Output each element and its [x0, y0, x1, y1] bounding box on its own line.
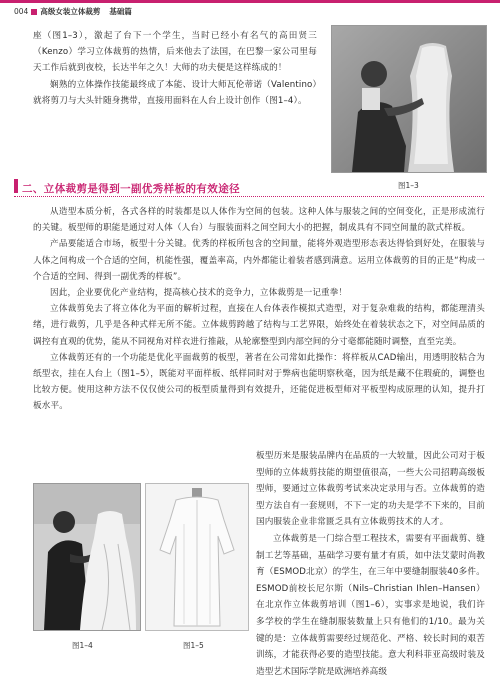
figure-1-3-photo: [331, 25, 487, 173]
section-heading: 二、立体裁剪是得到一副优秀样板的有效途径: [22, 183, 240, 195]
section-marker: [14, 179, 18, 193]
body-paragraph-7: 立体裁剪是一门综合型工程技术，需要有平面裁剪、缝制工艺等基础，基础学习要有量才有质，如中法艾蒙时尚教育（ESMOD北京）的学生，在三年中要缝制服装40多件。ESMOD前校长尼尔斯（Nils–Christian Ihlen–Hansen）在北京作立体裁剪培训（图1–6），实事求是地说，我们许多学校的学生在缝制服装数量上只有他们的1/10。最为关键的是：立体裁剪需要经过规范化、严格、较长时间的艰苦训练，才能获得必要的造型技能。意大利科菲亚高级时装及造型艺术国际学院是欧洲培养高级: [256, 533, 485, 677]
figure-1-4-photo: [33, 483, 141, 631]
body-paragraph-2: 产品要能适合市场，板型十分关键。优秀的样板所包含的空间量，能将外观造型形态表达得恰到好处，在服装与人体之间构成一个合适的空间，机能性强，覆盖率高，内外都能让着装者感到满意。运用立体裁剪的目的正是“构成一个合适的空间、得到一副优秀的样板”。: [33, 239, 485, 282]
intro-paragraph-1: 座（图1–3），激起了台下一个学生，当时已经小有名气的高田贤三（Kenzo）学习立体裁剪的热情，后来他去了法国，在巴黎一家公司里每天工作后就到夜校，长达半年之久！大师的功夫便是这样练成的！: [33, 31, 317, 74]
figure-1-4-image: [34, 484, 140, 630]
running-header: [14, 6, 132, 17]
figure-1-4-caption: 图1–4: [72, 641, 93, 650]
book-title: 高级女装立体裁剪: [40, 7, 101, 16]
figure-1-3-image: [332, 26, 486, 172]
header-square-icon: [31, 9, 37, 15]
figure-1-3-caption: 图1–3: [398, 181, 419, 190]
body-paragraph-4: 立体裁剪免去了将立体化为平面的解析过程，直接在人台体表作模拟式造型，对于复杂难裁的结构，都能理清头绪，进行裁剪，几乎是各种式样无所不能。立体裁剪跨越了结构与工艺界限，始终处在着装状态之下，对空间品质的调控有直观的优势，能从不同视角对样衣进行推敲，从轮廓整型到内部空间的分寸毫都能随时调整，直至完美。: [33, 304, 485, 347]
body-paragraph-3: 因此，企业要优化产业结构，提高核心技术的竞争力，立体裁剪是一记重拳！: [50, 288, 348, 299]
body-text: [33, 204, 485, 415]
section-divider: [14, 196, 484, 197]
body-paragraph-1: 从造型本质分析，各式各样的时装都是以人体作为空间的包装。这种人体与服装之间的空间变化，正是形成流行的关键。板型师的职能是通过对人体（人台）与服装面料之间空间大小的把握，制成具有不同空间量的款式样板。: [33, 207, 485, 234]
intro-text: [33, 28, 317, 109]
body-paragraph-5: 立体裁剪还有的一个功能是优化平面裁剪的板型，著者在公司常如此操作：将样板从CAD输出，用透明胶粘合为纸型衣，挂在人台上（图1–5），既能对平面样板、纸样同时对于弊病也能明察秋毫，因为纸是藏不住瑕疵的，调整也比较方便。使用这种方法不仅仅使公司的板型质量得到有效提升，还能促进板型师对平板型构成原理的认知，提升打板水平。: [33, 352, 485, 412]
intro-paragraph-2: 娴熟的立体操作技能最终成了本能、设计大师瓦伦蒂诺（Valentino）就将剪刀与大头针随身携带，直接用面料在人台上设计创作（图1–4）。: [33, 79, 317, 106]
body-paragraph-6: 板型历来是服装品牌内在品质的一大较量，因此公司对于板型师的立体裁剪技能的期望值很高，一些大公司招聘高级板型师，要通过立体裁剪考试来决定录用与否。立体裁剪的造型方法自有一套规则，不下一定的功夫是学不下来的，目前国内服装企业非常匮乏具有立体裁剪技术的人才。: [256, 451, 485, 528]
figure-1-5-image: [146, 484, 248, 630]
page-number: 004: [14, 7, 29, 16]
lower-text: [256, 448, 485, 680]
header-accent-bar: [0, 0, 500, 3]
figure-1-5-photo: [145, 483, 249, 631]
section-name: 基础篇: [109, 7, 132, 16]
figure-1-5-caption: 图1–5: [183, 641, 204, 650]
